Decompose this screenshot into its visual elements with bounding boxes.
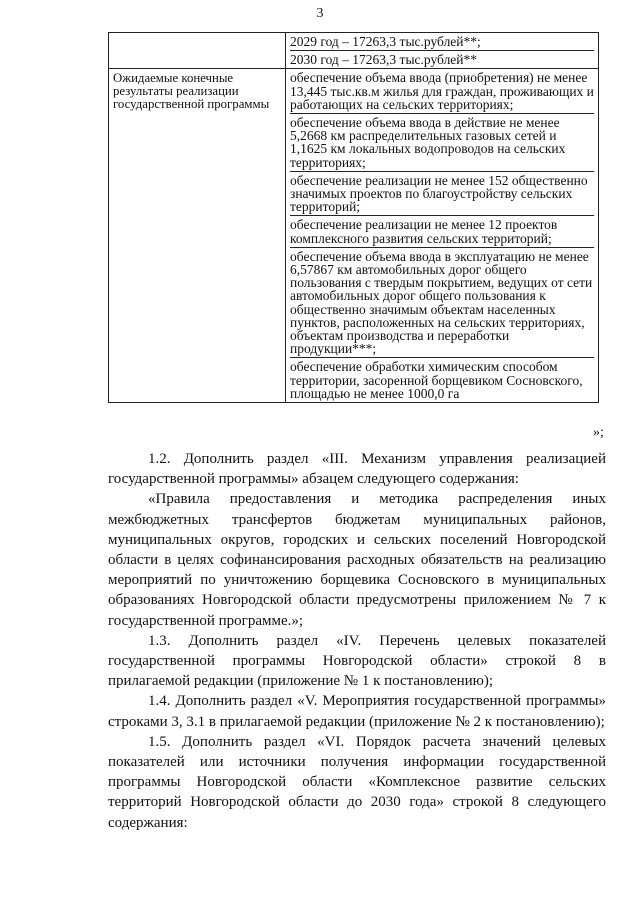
funding-line-2030: 2030 год – 17263,3 тыс.рублей** xyxy=(290,50,594,68)
result-item-roads: обеспечение объема ввода в эксплуатацию не менее 6,57867 км автомобильных дорог общего пользования с твердым покрытием, ведущих от сети автомобильных дорог общего пользования к общественно значимым объектам населенных пунктов, расположенных на сельских территориях, объектам производства и переработки продукции***; xyxy=(290,248,593,357)
program-passport-table xyxy=(108,32,599,403)
funding-cell xyxy=(286,33,599,69)
table-row-results xyxy=(109,69,599,403)
table-row-funding xyxy=(109,33,599,69)
table-closing-mark: »; xyxy=(593,425,604,440)
result-item-hogweed: обеспечение обработки химическим способом территории, засоренной борщевиком Сосновского, площадью не менее 1000,0 га xyxy=(290,357,594,402)
results-label-line: государственной программы xyxy=(113,97,270,111)
results-label-line: результаты реализации xyxy=(113,84,239,99)
funding-line-2029: 2029 год – 17263,3 тыс.рублей**; xyxy=(290,34,481,49)
results-label-line: Ожидаемые конечные xyxy=(113,71,234,86)
paragraph-1-4: 1.4. Дополнить раздел «V. Мероприятия государственной программы» строками 3, 3.1 в прилагаемой редакции (приложение № 2 к постановлению); xyxy=(108,693,606,730)
paragraph-quoted-rules: «Правила предоставления и методика распределения иных межбюджетных трансфертов бюджетам муниципальных районов, муниципальных округов, городских и сельских поселений Новгородской области в целях софинансирования расходных обязательств на реализацию мероприятий по уничтожению борщевика Сосновского в муниципальных образованиях Новгородской области предусмотрены приложением № 7 к государственной программе.»; xyxy=(108,491,606,629)
result-item-complex-development: обеспечение реализации не менее 12 проектов комплексного развития сельских территорий; xyxy=(290,215,594,246)
results-cell xyxy=(286,69,599,403)
paragraph-1-2: 1.2. Дополнить раздел «III. Механизм управления реализацией государственной программы» абзацем следующего содержания: xyxy=(108,451,606,488)
paragraph-1-5: 1.5. Дополнить раздел «VI. Порядок расчета значений целевых показателей или источники получения информации государственной программы Новгородской области «Комплексное развитие сельских территорий Новгородской области до 2030 года» строкой 8 следующего содержания: xyxy=(108,733,606,831)
table-cell-empty xyxy=(109,33,286,69)
result-item-gas-water: обеспечение объема ввода в действие не менее 5,2668 км распределительных газовых сетей и 1,1625 км локальных водопроводов на сельских территориях; xyxy=(290,113,594,171)
paragraph-1-3: 1.3. Дополнить раздел «IV. Перечень целевых показателей государственной программы Новгородской области» строкой 8 в прилагаемой редакции (приложение № 1 к постановлению); xyxy=(108,632,606,690)
results-label xyxy=(109,69,286,403)
page-number: 3 xyxy=(316,6,324,21)
document-body xyxy=(108,449,606,833)
result-item-housing: обеспечение объема ввода (приобретения) не менее 13,445 тыс.кв.м жилья для граждан, проживающих и работающих на сельских территориях; xyxy=(290,70,594,112)
result-item-projects: обеспечение реализации не менее 152 общественно значимых проектов по благоустройству сельских территорий; xyxy=(290,171,594,216)
